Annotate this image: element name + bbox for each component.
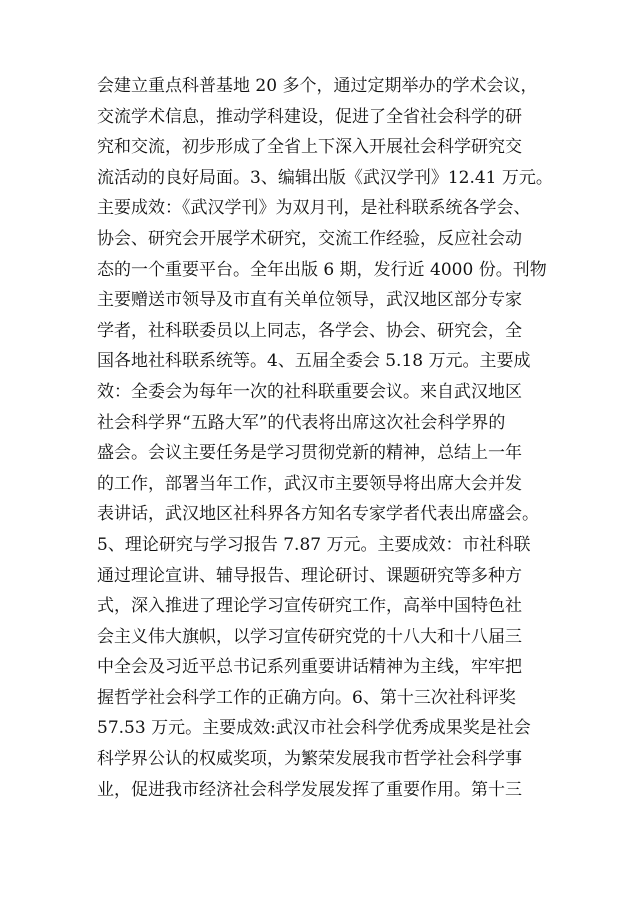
text-line: 中全会及习近平总书记系列重要讲话精神为主线，牢牢把 [97, 657, 522, 678]
text-line: 科学界公认的权威奖项，为繁荣发展我市哲学社会科学事 [97, 749, 522, 770]
text-line: 交流学术信息，推动学科建设，促进了全省社会科学的研 [97, 106, 522, 127]
text-line: 57.53 万元。主要成效:武汉市社会科学优秀成果奖是社会 [97, 718, 531, 739]
text-line: 表讲话，武汉地区社科界各方知名专家学者代表出席盛会。 [97, 504, 539, 525]
text-line: 国各地社科联系统等。4、五届全委会 5.18 万元。主要成 [97, 351, 531, 372]
text-line: 效：全委会为每年一次的社科联重要会议。来自武汉地区 [97, 381, 522, 402]
text-line: 主要赠送市领导及市直有关单位领导，武汉地区部分专家 [97, 290, 522, 311]
text-line: 究和交流，初步形成了全省上下深入开展社会科学研究交 [97, 137, 522, 158]
text-line: 会建立重点科普基地 20 多个，通过定期举办的学术会议， [97, 76, 538, 96]
text-line: 5、理论研究与学习报告 7.87 万元。主要成效：市社科联 [97, 534, 531, 555]
text-line: 态的一个重要平台。全年出版 6 期，发行近 4000 份。刊物 [97, 259, 547, 280]
text-line: 通过理论宣讲、辅导报告、理论研讨、课题研究等多种方 [97, 565, 522, 586]
text-line: 握哲学社会科学工作的正确方向。6、第十三次社科评奖 [97, 687, 516, 708]
text-line: 流活动的良好局面。3、编辑出版《武汉学刊》12.41 万元。 [97, 167, 553, 188]
text-line: 学者，社科联委员以上同志，各学会、协会、研究会，全 [97, 320, 522, 341]
text-line: 社会科学界“五路大军”的代表将出席这次社会科学界的 [97, 412, 506, 433]
text-line: 业，促进我市经济社会科学发展发挥了重要作用。第十三 [97, 779, 522, 800]
text-line: 主要成效：《武汉学刊》为双月刊，是社科联系统各学会、 [97, 198, 531, 219]
text-line: 的工作，部署当年工作，武汉市主要领导将出席大会并发 [97, 473, 522, 494]
text-line: 盛会。会议主要任务是学习贯彻党新的精神，总结上一年 [97, 443, 522, 464]
text-line: 式，深入推进了理论学习宣传研究工作，高举中国特色社 [97, 596, 522, 617]
text-line: 会主义伟大旗帜，以学习宣传研究党的十八大和十八届三 [97, 626, 522, 647]
body-text [97, 71, 553, 805]
text-line: 协会、研究会开展学术研究，交流工作经验，反应社会动 [97, 228, 522, 249]
